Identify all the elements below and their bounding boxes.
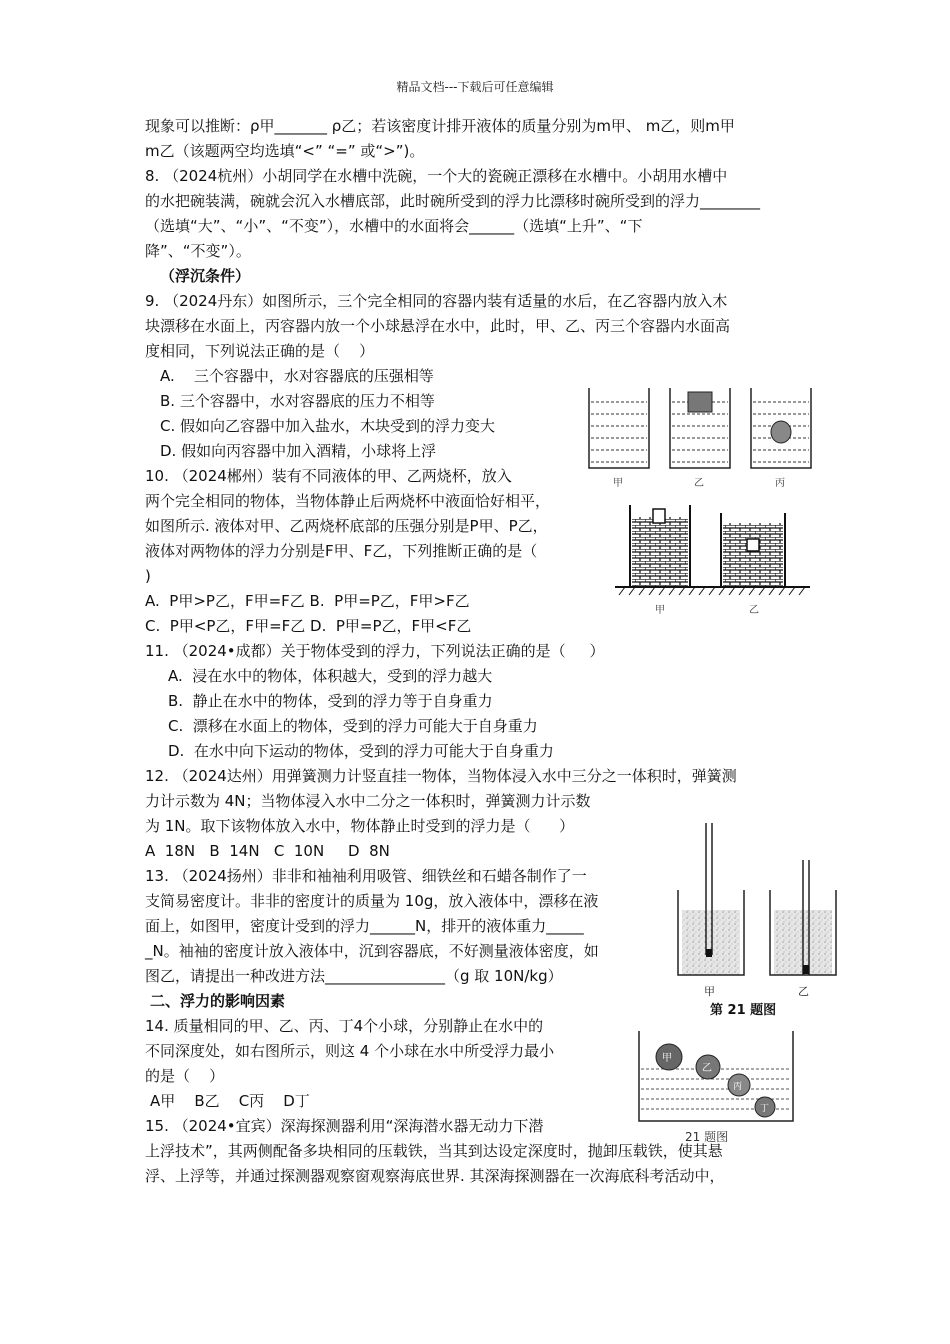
- text-line: 二、浮力的影响因素: [150, 992, 286, 1010]
- text-line: 不同深度处，如右图所示，则这 4 个小球在水中所受浮力最小: [145, 1042, 555, 1060]
- text-line: C. 漂移在水面上的物体，受到的浮力可能大于自身重力: [168, 717, 538, 735]
- fig9-label-jia: 甲: [613, 478, 623, 489]
- text-line: 14. 质量相同的甲、乙、丙、丁4个小球，分别静止在水中的: [145, 1017, 544, 1035]
- text-line: D. 假如向丙容器中加入酒精，小球将上浮: [160, 442, 437, 460]
- text-line: 现象可以推断：ρ甲_______ ρ乙；若该密度计排开液体的质量分别为m甲、 m乙，则m甲: [145, 117, 735, 135]
- fig10-label-jia: 甲: [655, 605, 665, 616]
- text-line: 两个完全相同的物体，当物体静止后两烧杯中液面恰好相平，: [145, 492, 551, 510]
- text-line: 块漂移在水面上，丙容器内放一个小球悬浮在水中，此时，甲、乙、丙三个容器内水面高: [145, 317, 731, 335]
- text-line: C. 假如向乙容器中加入盐水，木块受到的浮力变大: [160, 417, 496, 435]
- text-line: 如图所示. 液体对甲、乙两烧杯底部的压强分别是P甲、P乙，: [145, 517, 548, 535]
- figure-10-beakers: [615, 495, 815, 625]
- text-line: 液体对两物体的浮力分别是F甲、F乙，下列推断正确的是（: [145, 542, 538, 560]
- text-line: 力计示数为 4N；当物体浸入水中二分之一体积时，弹簧测力计示数: [145, 792, 591, 810]
- text-line: A. 浸在水中的物体，体积越大，受到的浮力越大: [168, 667, 493, 685]
- text-line: A. 三个容器中，水对容器底的压强相等: [160, 367, 434, 385]
- text-line: 12. （2024达州）用弹簧测力计竖直挂一物体，当物体浸入水中三分之一体积时，弹簧测: [145, 767, 737, 785]
- figure-13-density-meters: [668, 815, 848, 1020]
- text-line: A 18N B 14N C 10N D 8N: [145, 842, 390, 860]
- text-line: 为 1N。取下该物体放入水中，物体静止时受到的浮力是（ ）: [145, 817, 575, 835]
- object-jia: [653, 509, 665, 523]
- text-line: 降”、“不变”）。: [145, 242, 251, 260]
- ball-label-bing: 丙: [733, 1082, 743, 1092]
- text-line: B. 三个容器中，水对容器底的压力不相等: [160, 392, 435, 410]
- figure-9-containers: [585, 380, 820, 490]
- text-line: 11. （2024•成都）关于物体受到的浮力，下列说法正确的是（ ）: [145, 642, 605, 660]
- text-line: m乙（该题两空均选填“<” “=” 或“>”)。: [145, 142, 425, 160]
- text-line: A. P甲>P乙，F甲=F乙 B. P甲=P乙，F甲>F乙: [145, 592, 470, 610]
- page-header: 精品文档---下载后可任意编辑: [396, 80, 554, 94]
- text-line: 上浮技术”，其两侧配备多块相同的压载铁，当其到达设定深度时，抛卸压载铁，使其悬: [145, 1142, 723, 1160]
- text-line: 的是（ ）: [145, 1067, 225, 1085]
- fig13-caption: 第 21 题图: [710, 1003, 777, 1018]
- fig13-label-jia: 甲: [704, 985, 715, 998]
- text-line: （选填“大”、“小”、“不变”），水槽中的水面将会______（选填“上升”、“下: [145, 217, 643, 235]
- ball-label-yi: 乙: [702, 1063, 712, 1074]
- text-line: 浮、上浮等，并通过探测器观察窗观察海底世界. 其深海探测器在一次海底科考活动中，: [145, 1167, 725, 1185]
- text-line: C. P甲<P乙，F甲=F乙 D. P甲=P乙，F甲<F乙: [145, 617, 472, 635]
- fig9-label-bing: 丙: [775, 478, 785, 489]
- object-yi: [747, 539, 759, 551]
- text-line: D. 在水中向下运动的物体，受到的浮力可能大于自身重力: [168, 742, 554, 760]
- text-line: ): [145, 567, 151, 585]
- text-line: _N。袖袖的密度计放入液体中，沉到容器底，不好测量液体密度，如: [145, 942, 599, 960]
- ball-label-jia: 甲: [662, 1053, 672, 1064]
- ball-label-ding: 丁: [760, 1104, 770, 1114]
- text-line: 10. （2024郴州）装有不同液体的甲、乙两烧杯，放入: [145, 467, 512, 485]
- text-line: 度相同，下列说法正确的是（ ）: [145, 342, 375, 360]
- text-line: 9. （2024丹东）如图所示，三个完全相同的容器内装有适量的水后，在乙容器内放入木: [145, 292, 728, 310]
- text-line: A甲 B乙 C丙 D丁: [150, 1092, 310, 1110]
- text-line: 图乙，请提出一种改进方法________________（g 取 10N/kg）: [145, 967, 563, 985]
- text-line: 15. （2024•宜宾）深海探测器利用“深海潜水器无动力下潜: [145, 1117, 544, 1135]
- text-line: 支简易密度计。非非的密度计的质量为 10g，放入液体中，漂移在液: [145, 892, 599, 910]
- text-line: B. 静止在水中的物体，受到的浮力等于自身重力: [168, 692, 493, 710]
- ball: [771, 421, 791, 443]
- figure-14-balls: [635, 1025, 800, 1150]
- wood-block: [688, 392, 712, 412]
- text-line: 面上，如图甲，密度计受到的浮力______N，排开的液体重力_____: [145, 917, 584, 935]
- fig9-label-yi: 乙: [694, 478, 704, 489]
- text-line: 13. （2024扬州）非非和袖袖利用吸管、细铁丝和石蜡各制作了一: [145, 867, 587, 885]
- fig10-label-yi: 乙: [749, 605, 759, 616]
- fig13-label-yi: 乙: [798, 985, 809, 998]
- text-line: （浮沉条件）: [160, 267, 251, 285]
- text-line: 8. （2024杭州）小胡同学在水槽中洗碗，一个大的瓷碗正漂移在水槽中。小胡用水槽中: [145, 167, 728, 185]
- fig14-caption: 21 题图: [685, 1130, 729, 1144]
- text-line: 的水把碗装满，碗就会沉入水槽底部，此时碗所受到的浮力比漂移时碗所受到的浮力________: [145, 192, 761, 210]
